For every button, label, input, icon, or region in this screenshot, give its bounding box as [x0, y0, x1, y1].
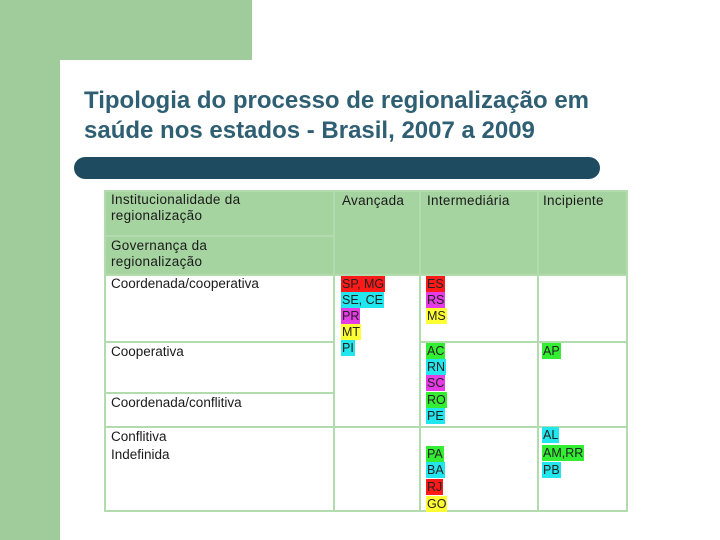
grid-line — [104, 341, 334, 343]
row-label-coordenada-conflitiva: Coordenada/conflitiva — [111, 395, 242, 410]
state-tag-pa: PA — [427, 447, 443, 461]
grid-line — [333, 190, 335, 512]
state-tag-pb: PB — [543, 463, 560, 477]
row-label-indefinida: Indefinida — [111, 447, 170, 462]
slide-title — [84, 86, 704, 146]
column-header-intermediaria: Intermediária — [427, 193, 510, 208]
state-tag-ap: AP — [543, 344, 560, 358]
grid-line — [420, 341, 628, 343]
slide-title-line1: Tipologia do processo de regionalização em — [84, 87, 590, 114]
background-top-band — [0, 0, 252, 60]
state-tag-al: AL — [543, 428, 559, 442]
slide-title-line2: saúde nos estados - Brasil, 2007 a 2009 — [84, 117, 535, 144]
state-tag-pr: PR — [342, 309, 360, 323]
row-label-conflitiva: Conflitiva — [111, 429, 167, 444]
state-tag-am-rr: AM,RR — [543, 446, 584, 460]
state-tag-pi: PI — [342, 341, 354, 355]
grid-line — [104, 190, 106, 512]
state-tag-ba: BA — [427, 463, 444, 477]
state-tag-rn: RN — [427, 360, 446, 374]
state-tag-se-ce: SE, CE — [342, 293, 383, 307]
state-tag-es: ES — [427, 277, 444, 291]
state-tag-sc: SC — [427, 376, 445, 390]
background-left-band — [0, 0, 60, 540]
regionalization-table — [104, 190, 628, 512]
grid-line — [626, 190, 628, 512]
grid-line — [104, 392, 334, 394]
header-institucionalidade: Institucionalidade da regionalização — [111, 192, 241, 223]
grid-line — [104, 235, 334, 237]
state-tag-rj: RJ — [427, 480, 443, 494]
column-header-incipiente: Incipiente — [543, 193, 604, 208]
state-tag-pe: PE — [427, 409, 444, 423]
column-header-avancada: Avançada — [342, 193, 405, 208]
row-label-coordenada-cooperativa: Coordenada/cooperativa — [111, 276, 259, 291]
grid-line — [419, 190, 421, 512]
state-tag-ms: MS — [427, 309, 446, 323]
row-label-cooperativa: Cooperativa — [111, 344, 184, 359]
title-underline-bar — [74, 157, 600, 179]
grid-line — [104, 510, 628, 512]
state-tag-rs: RS — [427, 293, 445, 307]
state-tag-ro: RO — [427, 393, 446, 407]
state-tag-sp-mg: SP, MG — [342, 277, 385, 291]
header-governanca: Governança da regionalização — [111, 238, 208, 269]
grid-line — [537, 190, 539, 512]
state-tag-ac: AC — [427, 344, 445, 358]
state-tag-go: GO — [427, 497, 447, 511]
state-tag-mt: MT — [342, 325, 361, 339]
